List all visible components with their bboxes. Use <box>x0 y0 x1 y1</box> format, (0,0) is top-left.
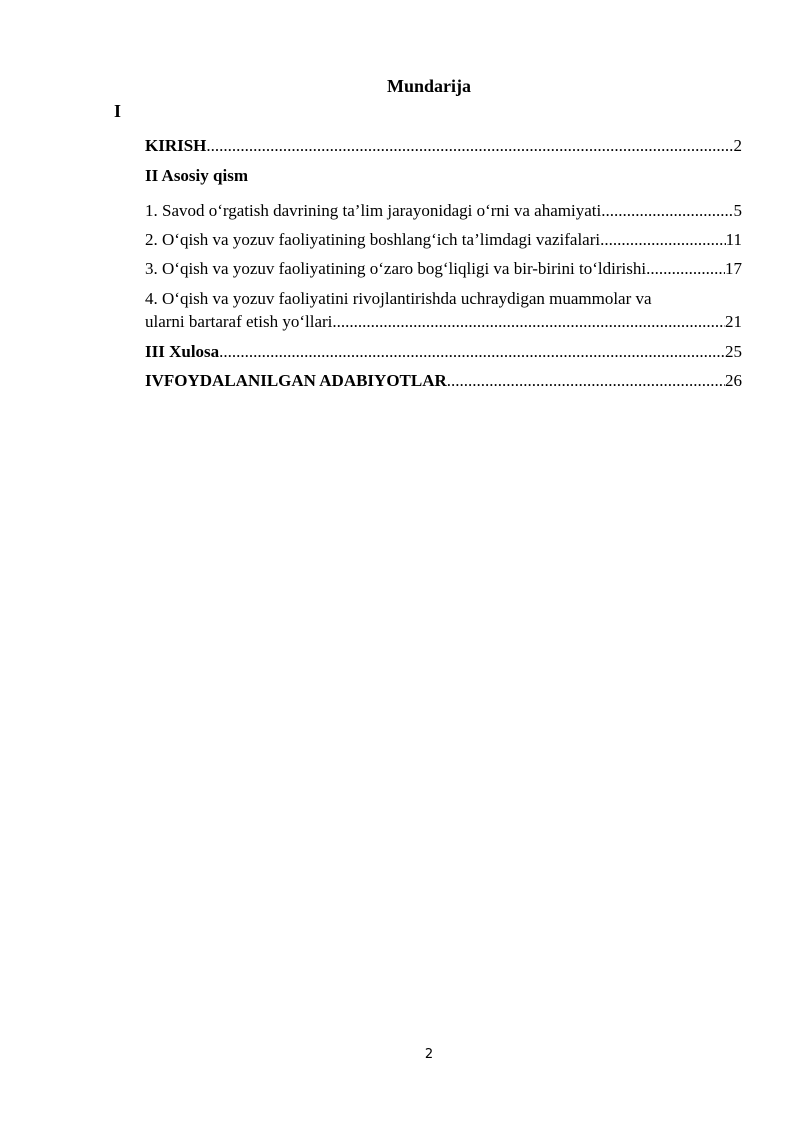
dot-leader <box>206 135 733 157</box>
toc-entry-label: KIRISH <box>145 136 207 155</box>
dot-leader <box>600 229 726 251</box>
page-number: 2 <box>424 1047 434 1062</box>
toc-entry-label: IVFOYDALANILGAN ADABIYOTLAR <box>145 371 447 390</box>
toc-entry-page: 17 <box>725 259 742 278</box>
toc-entry-page: 21 <box>725 312 742 331</box>
dot-leader <box>332 311 725 333</box>
toc-entry-xulosa[interactable] <box>145 341 742 363</box>
section-numeral: I <box>114 101 122 121</box>
toc-entry-page: 26 <box>725 371 742 390</box>
dot-leader <box>219 341 725 363</box>
toc-entry-page: 11 <box>725 230 742 249</box>
toc-entry-2[interactable] <box>145 229 742 251</box>
dot-leader <box>601 200 733 222</box>
toc-entry-label: ularni bartaraf etish yo‘llari <box>145 312 333 331</box>
toc-entry-label: 2. O‘qish va yozuv faoliyatining boshlang‘ich ta’limdagi vazifalari <box>145 230 601 249</box>
dot-leader <box>646 258 725 280</box>
dot-leader <box>447 370 725 392</box>
toc-entry-1[interactable] <box>145 200 742 222</box>
toc-entry-page: 5 <box>733 201 742 220</box>
toc-entry-4[interactable] <box>145 311 742 333</box>
toc-entry-label: 3. O‘qish va yozuv faoliyatining o‘zaro bog‘liqligi va bir-birini to‘ldirishi <box>145 259 647 278</box>
toc-entry-page: 2 <box>733 136 742 155</box>
page-title: Mundarija <box>386 76 471 96</box>
section-heading-asosiy-qism: II Asosiy qism <box>145 166 248 185</box>
toc-entry-label: 1. Savod o‘rgatish davrining ta’lim jarayonidagi o‘rni va ahamiyati <box>145 201 602 220</box>
toc-entry-label: III Xulosa <box>145 342 220 361</box>
toc-entry-3[interactable] <box>145 258 742 280</box>
toc-entry-kirish[interactable] <box>145 135 742 157</box>
toc-entry-4-line1[interactable]: 4. O‘qish va yozuv faoliyatini rivojlantirishda uchraydigan muammolar va <box>145 289 652 308</box>
toc-entry-page: 25 <box>725 342 742 361</box>
toc-entry-adabiyotlar[interactable] <box>145 370 742 392</box>
